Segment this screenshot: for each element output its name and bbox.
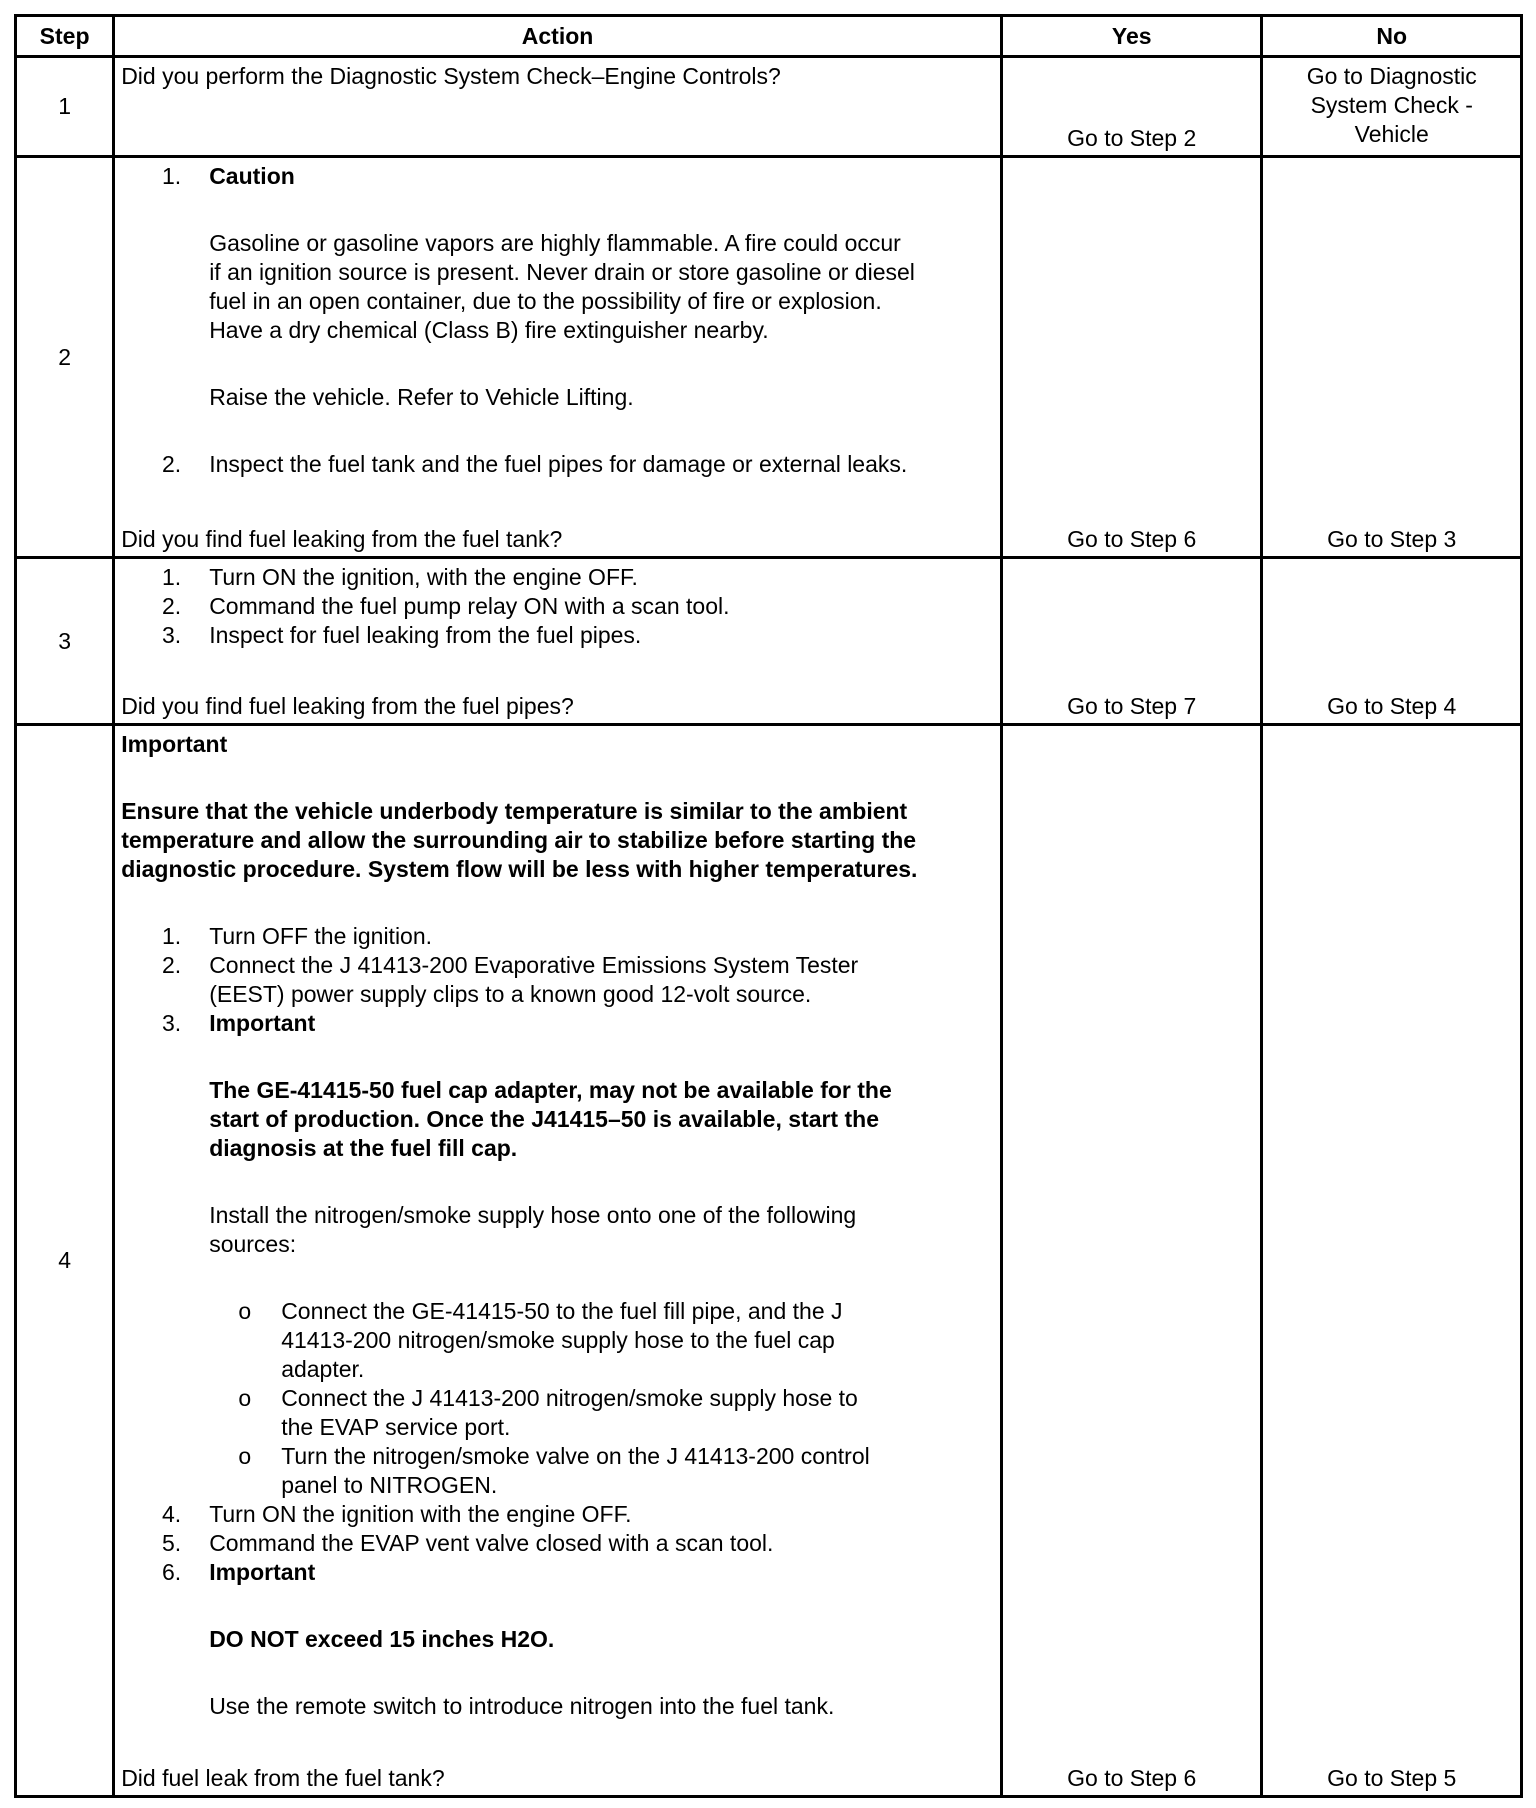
list-item: 5. Command the EVAP vent valve closed with a scan tool. — [162, 1530, 774, 1556]
yes-result: Go to Step 2 — [1067, 125, 1197, 151]
header-yes: Yes — [1001, 16, 1262, 57]
list-item: 2. Command the fuel pump relay ON with a scan tool. — [162, 593, 730, 619]
important-text: Ensure that the vehicle underbody temperature is similar to the ambient temperature and allow the surrounding air to stabilize before starting the diagnostic procedure. System flow will be less with higher temperatures. — [121, 798, 918, 882]
no-cell — [1262, 558, 1522, 725]
header-action: Action — [114, 16, 1002, 57]
instruction-text: Use the remote switch to introduce nitrogen into the fuel tank. — [209, 1693, 835, 1719]
no-cell — [1262, 157, 1522, 558]
important-title: Important — [209, 1559, 316, 1585]
step-number: 4 — [16, 725, 114, 1797]
list-item: 2. Inspect the fuel tank and the fuel pipes for damage or external leaks. — [162, 451, 908, 477]
no-cell — [1262, 725, 1522, 1797]
bullet: o — [238, 1298, 252, 1324]
bullet: o — [238, 1443, 252, 1469]
no-result: Go to Step 3 — [1327, 526, 1457, 552]
sub-list-item: o Turn the nitrogen/smoke valve on the J 41413-200 control panel to NITROGEN. — [121, 1442, 996, 1500]
question-text: Did you find fuel leaking from the fuel pipes? — [121, 693, 574, 719]
action-cell — [114, 157, 1002, 558]
diagnostic-table — [14, 14, 1523, 1798]
list-item: 3. Important — [121, 1009, 996, 1038]
action-cell — [114, 57, 1002, 157]
important-title: Important — [121, 731, 228, 757]
no-result: Go to Step 4 — [1327, 693, 1457, 719]
table-row — [16, 558, 1522, 725]
caution-text: Gasoline or gasoline vapors are highly flammable. A fire could occur if an ignition source is present. Never drain or store gasoline or diesel fuel in an open container, due to the possibility of fire or explosion. Have a dry chemical (Class B) fire extinguisher nearby. — [209, 230, 915, 343]
action-cell — [114, 725, 1002, 1797]
yes-result: Go to Step 7 — [1067, 693, 1197, 719]
table-row — [16, 157, 1522, 558]
step-number: 3 — [16, 558, 114, 725]
bullet: o — [238, 1385, 252, 1411]
yes-result: Go to Step 6 — [1067, 1765, 1197, 1791]
instruction-text: Install the nitrogen/smoke supply hose onto one of the following sources: — [209, 1202, 857, 1257]
sub-list-item: o Connect the J 41413-200 nitrogen/smoke supply hose to the EVAP service port. — [121, 1384, 996, 1442]
no-result: Go to Diagnostic System Check - Vehicle — [1306, 63, 1477, 147]
caution-title: Caution — [209, 163, 295, 189]
yes-cell — [1001, 57, 1262, 157]
yes-cell — [1001, 558, 1262, 725]
sub-list-item: o Connect the GE-41415-50 to the fuel fill pipe, and the J 41413-200 nitrogen/smoke supply hose to the fuel cap adapter. — [121, 1297, 996, 1384]
table-header-row — [16, 16, 1522, 57]
yes-result: Go to Step 6 — [1067, 526, 1197, 552]
step-number: 1 — [16, 57, 114, 157]
important-text: The GE-41415-50 fuel cap adapter, may not be available for the start of production. Once the J41415–50 is available, start the diagnosis at the fuel fill cap. — [209, 1077, 892, 1161]
header-no: No — [1262, 16, 1522, 57]
question-text: Did fuel leak from the fuel tank? — [121, 1765, 445, 1791]
step-number: 2 — [16, 157, 114, 558]
list-item: 2. Connect the J 41413-200 Evaporative Emissions System Tester (EEST) power supply clips to a known good 12-volt source. — [162, 952, 859, 1007]
no-result: Go to Step 5 — [1327, 1765, 1457, 1791]
list-item: 1. Turn ON the ignition, with the engine OFF. — [162, 564, 638, 590]
important-text: DO NOT exceed 15 inches H2O. — [209, 1626, 555, 1652]
list-item: 1. Turn OFF the ignition. — [162, 923, 433, 949]
yes-cell — [1001, 725, 1262, 1797]
table-row — [16, 725, 1522, 1797]
instruction-text: Raise the vehicle. Refer to Vehicle Lifting. — [209, 384, 634, 410]
list-item: 3. Inspect for fuel leaking from the fuel pipes. — [162, 622, 642, 648]
question-text: Did you perform the Diagnostic System Check–Engine Controls? — [121, 63, 781, 89]
question-text: Did you find fuel leaking from the fuel tank? — [121, 526, 563, 552]
list-item: 4. Turn ON the ignition with the engine OFF. — [162, 1501, 632, 1527]
table-row — [16, 57, 1522, 157]
no-cell — [1262, 57, 1522, 157]
list-item: 1. Caution — [121, 162, 996, 191]
action-cell — [114, 558, 1002, 725]
header-step: Step — [16, 16, 114, 57]
list-item: 6. Important — [121, 1558, 996, 1587]
yes-cell — [1001, 157, 1262, 558]
important-title: Important — [209, 1010, 316, 1036]
